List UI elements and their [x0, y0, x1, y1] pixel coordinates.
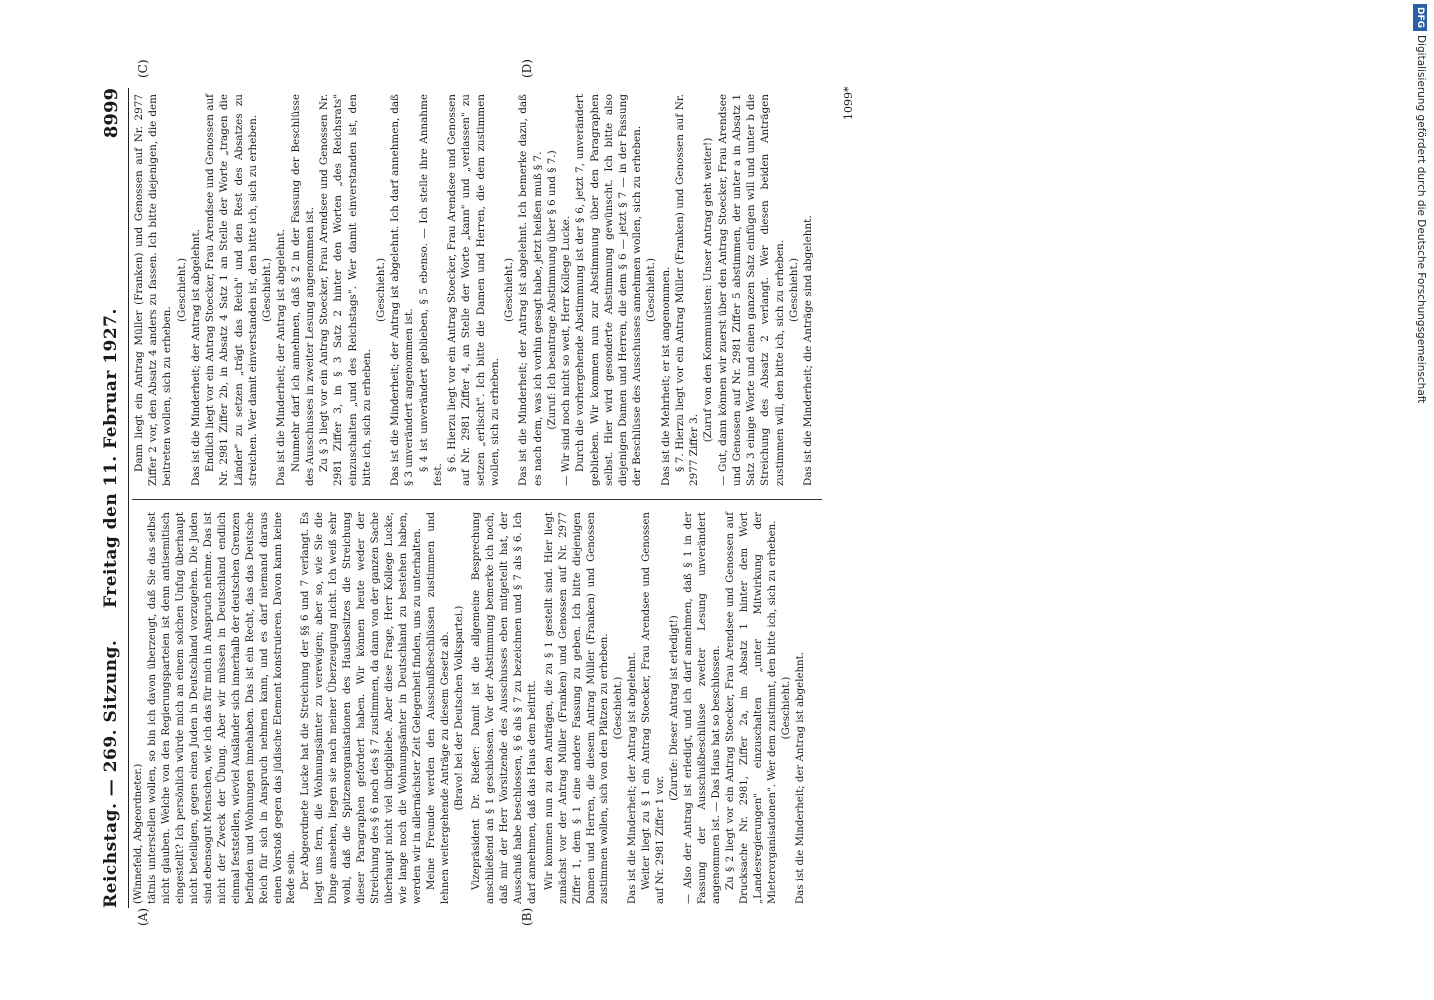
page-header [95, 88, 125, 908]
right-text-column [132, 94, 815, 486]
left-text-column [132, 512, 808, 904]
paragraph: tätnis unterstellen wollen, so bin ich davon überzeugt, daß Sie das selbst nicht glauben. Welche von den Regierungsparteien ist denn antisemitisch eingestellt? Ich persönlich würde mich an einem solchen Unfug überhaupt nicht beteiligen, gegen einen Juden in Deutschland vorzugehen. Die Juden sind ebensogut Menschen, wie ich das für mich in Anspruch nehme. Das ist nicht der Zweck der Übung. Aber wir müssen in Deutschland endlich einmal feststellen, wieviel Ausländer sich innerhalb der deutschen Grenzen befinden und Wohnungen innehaben. Das ist ein Recht, das das Deutsche Reich für sich in Anspruch nehmen kann, und es darf niemand daraus einen Vorstoß gegen das jüdische Element konstruieren. Davon kann keine Rede sein. [146, 512, 298, 904]
column-divider [132, 499, 822, 500]
paragraph: § 6. Hierzu liegt vor ein Antrag Stoecker, Frau Arendsee und Genossen auf Nr. 2981 Ziffer 4, an Stelle der Worte „kann" und „verlassen" zu setzen „erlischt". Ich bitte die Damen und Herren, die dem zustimmen wollen, sich zu erheben. [446, 94, 501, 486]
marker-c: (C) [136, 59, 150, 78]
paragraph: Das ist die Minderheit; der Antrag ist abgelehnt. [275, 229, 288, 486]
paragraph: § 4 ist unverändert geblieben, § 5 ebenso. — Ich stelle ihre Annahme fest. [417, 94, 444, 486]
paragraph: Das ist die Minderheit; der Antrag ist abgelehnt. Ich bemerke dazu, daß es nach dem, was ich vorhin gesagt habe, jetzt heißen muß § 7. [517, 94, 544, 486]
paragraph: (Geschieht.) [175, 257, 188, 323]
paragraph: (Geschieht.) [613, 676, 625, 740]
marker-d: (D) [520, 59, 534, 78]
marker-b: (B) [520, 907, 534, 926]
paragraph: — Wir sind noch nicht so weit, Herr Kollege Lucke. [560, 215, 573, 486]
paragraph: (Geschieht.) [787, 257, 800, 323]
paragraph: (Zuruf: Ich beantrage Abstimmung über § 6 und § 7.) [545, 150, 558, 430]
paragraph: Zu § 3 liegt vor ein Antrag Stoecker, Frau Arendsee und Genossen Nr. 2981 Ziffer 3, in § 3 Satz 2 hinter den Worten „des Reichsrats" einzuschalten „und des Reichstags". Wer damit einverstanden ist, den bitte ich, sich zu erheben. [318, 94, 373, 486]
paragraph: Wir kommen nun zu den Anträgen, die zu § 1 gestellt sind. Hier liegt zunächst vor der Antrag Müller (Franken) und Genossen auf Nr. 2977 Ziffer 1, dem § 1 eine andere Fassung zu geben. Ich bitte diejenigen Damen und Herren, die diesem Antrag Müller (Franken) und Genossen zustimmen wollen, sich von den Plätzen zu erheben. [543, 512, 611, 904]
paragraph: Meine Freunde werden den Ausschußbeschlüssen zustimmen und lehnen weitergehende Anträge zu diesem Gesetz ab. [426, 512, 451, 904]
paragraph: — Also der Antrag ist erledigt, und ich darf annehmen, daß § 1 in der Fassung der Ausschußbeschlüsse zweiter Lesung unverändert angenommen ist. — Das Haus hat so beschlossen. [683, 512, 723, 904]
header-rule [128, 88, 129, 908]
dfg-logo-badge: DFG [1413, 4, 1427, 31]
paragraph: Durch die vorhergehende Abstimmung ist der § 6, jetzt 7, unverändert geblieben. Wir kommen nun zur Abstimmung über den Paragraphen selbst. Hier wird gesonderte Abstimmung gewünscht. Ich bitte also diejenigen Damen und Herren, die dem § 6 — jetzt § 7 — in der Fassung der Beschlüsse des Ausschusses annehmen wollen, sich zu erheben. [574, 94, 644, 486]
paragraph: Das ist die Minderheit; der Antrag ist abgelehnt. [189, 229, 202, 486]
paragraph: (Bravo! bei der Deutschen Volkspartei.) [453, 605, 465, 811]
paragraph: Vizepräsident Dr. Rießer: Damit ist die allgemeine Besprechung anschließend an § 1 geschlossen. Vor der Abstimmung bemerke ich noch, daß mir der Herr Vorsitzende des Ausschusses eben mitgeteilt hat, der Ausschuß habe beschlossen, § 6 als § 7 zu bezeichnen und § 7 als § 6. Ich darf annehmen, daß das Haus dem beitritt. [470, 512, 538, 904]
paragraph: (Geschieht.) [645, 257, 658, 323]
paragraph: Weiter liegt zu § 1 ein Antrag Stoecker, Frau Arendsee und Genossen auf Nr. 2981 Ziffer 1 vor. [641, 512, 667, 904]
paragraph: (Zuruf von den Kommunisten: Unser Antrag geht weiter!) [702, 137, 715, 443]
paragraph: (Zurufe: Dieser Antrag ist erledigt!) [669, 615, 681, 801]
digitization-credit [1412, 4, 1430, 994]
paragraph: Das ist die Minderheit; der Antrag ist abgelehnt. [627, 652, 639, 904]
paragraph: (Geschieht.) [374, 257, 387, 323]
paragraph: § 7. Hierzu liegt vor ein Antrag Müller (Franken) und Genossen auf Nr. 2977 Ziffer 3. [673, 94, 701, 486]
header-left-title: Reichstag. — 269. Sitzung. [101, 639, 121, 908]
paragraph: — Gut, dann können wir zuerst über den Antrag Stoecker, Frau Arendsee und Genossen auf Nr. 2981 Ziffer 5 abstimmen, der unter a in Absatz 1 Satz 3 einige Worte und einen ganzen Satz einfügen will und unter b die Streichung des Absatz 2 verlangt. Wer diesen beiden Anträgen zustimmen will, den bitte ich, sich zu erheben. [716, 94, 786, 486]
paragraph: Der Abgeordnete Lucke hat die Streichung der §§ 6 und 7 verlangt. Es liegt uns fern, die Wohnungsämter zu verewigen; aber so, wie Sie die Dinge ansehen, liegen sie nach meiner Überzeugung nicht. Ich weiß sehr wohl, daß die Spitzenorganisationen des Hausbesitzes die Streichung dieser Paragraphen gefordert haben. Wir können heute weder der Streichung des § 6 noch des § 7 zustimmen, da dann von der ganzen Sache überhaupt nicht viel übrigbliebe. Aber diese Frage, Herr Kollege Lucke, wie lange noch die Wohnungsämter in Deutschland zu bestehen haben, werden wir in allernächster Zeit Gelegenheit finden, uns zu unterhalten. [300, 512, 424, 904]
page-number: 8999 [101, 88, 122, 139]
footer-signature-mark: 1099* [842, 86, 855, 120]
paragraph: (Geschieht.) [780, 676, 792, 740]
credit-text: Digitalisierung gefördert durch die Deutsche Forschungsgemeinschaft [1415, 35, 1427, 404]
header-date-title: Freitag den 11. Februar 1927. [101, 308, 121, 608]
paragraph: Dann liegt ein Antrag Müller (Franken) und Genossen auf Nr. 2977 Ziffer 2 vor, den Absatz 4 anders zu fassen. Ich bitte diejenigen, die dem beitreten wollen, sich zu erheben. [133, 94, 174, 486]
paragraph: Nunmehr darf ich annehmen, daß § 2 in der Fassung der Beschlüsse des Ausschusses in zweiter Lesung angenommen ist. [289, 94, 316, 486]
paragraph: (Geschieht.) [261, 257, 274, 323]
paragraph: (Geschieht.) [503, 257, 516, 323]
paragraph: Das ist die Mehrheit; er ist angenommen. [659, 266, 672, 486]
paragraph: Das ist die Minderheit; der Antrag ist abgelehnt. [794, 652, 806, 904]
paragraph: Zu § 2 liegt vor ein Antrag Stoecker, Frau Arendsee und Genossen auf Drucksache Nr. 2981, Ziffer 2a, im Absatz 1 hinter dem Wort „Landesregierungen" einzuschalten „unter Mitwirkung der Mieterorganisationen". Wer dem zustimmt, den bitte ich, sich zu erheben. [725, 512, 778, 904]
paragraph: Das ist die Minderheit; der Antrag ist abgelehnt. Ich darf annehmen, daß § 3 unverändert angenommen ist. [389, 94, 416, 486]
marker-a: (A) [136, 907, 150, 926]
paragraph: Das ist die Minderheit; die Anträge sind abgelehnt. [802, 215, 815, 486]
credit-line [1412, 4, 1430, 994]
paragraph: Endlich liegt vor ein Antrag Stoecker, Frau Arendsee und Genossen auf Nr. 2981 Ziffer 2b, in Absatz 4 Satz 1 an Stelle der Worte „tragen die Länder" zu setzen „trägt das Reich" und den Rest des Absatzes zu streichen. Wer damit einverstanden ist, den bitte ich, sich zu erheben. [204, 94, 259, 486]
paragraph: (Winnefeld, Abgeordneter.) [133, 763, 144, 904]
